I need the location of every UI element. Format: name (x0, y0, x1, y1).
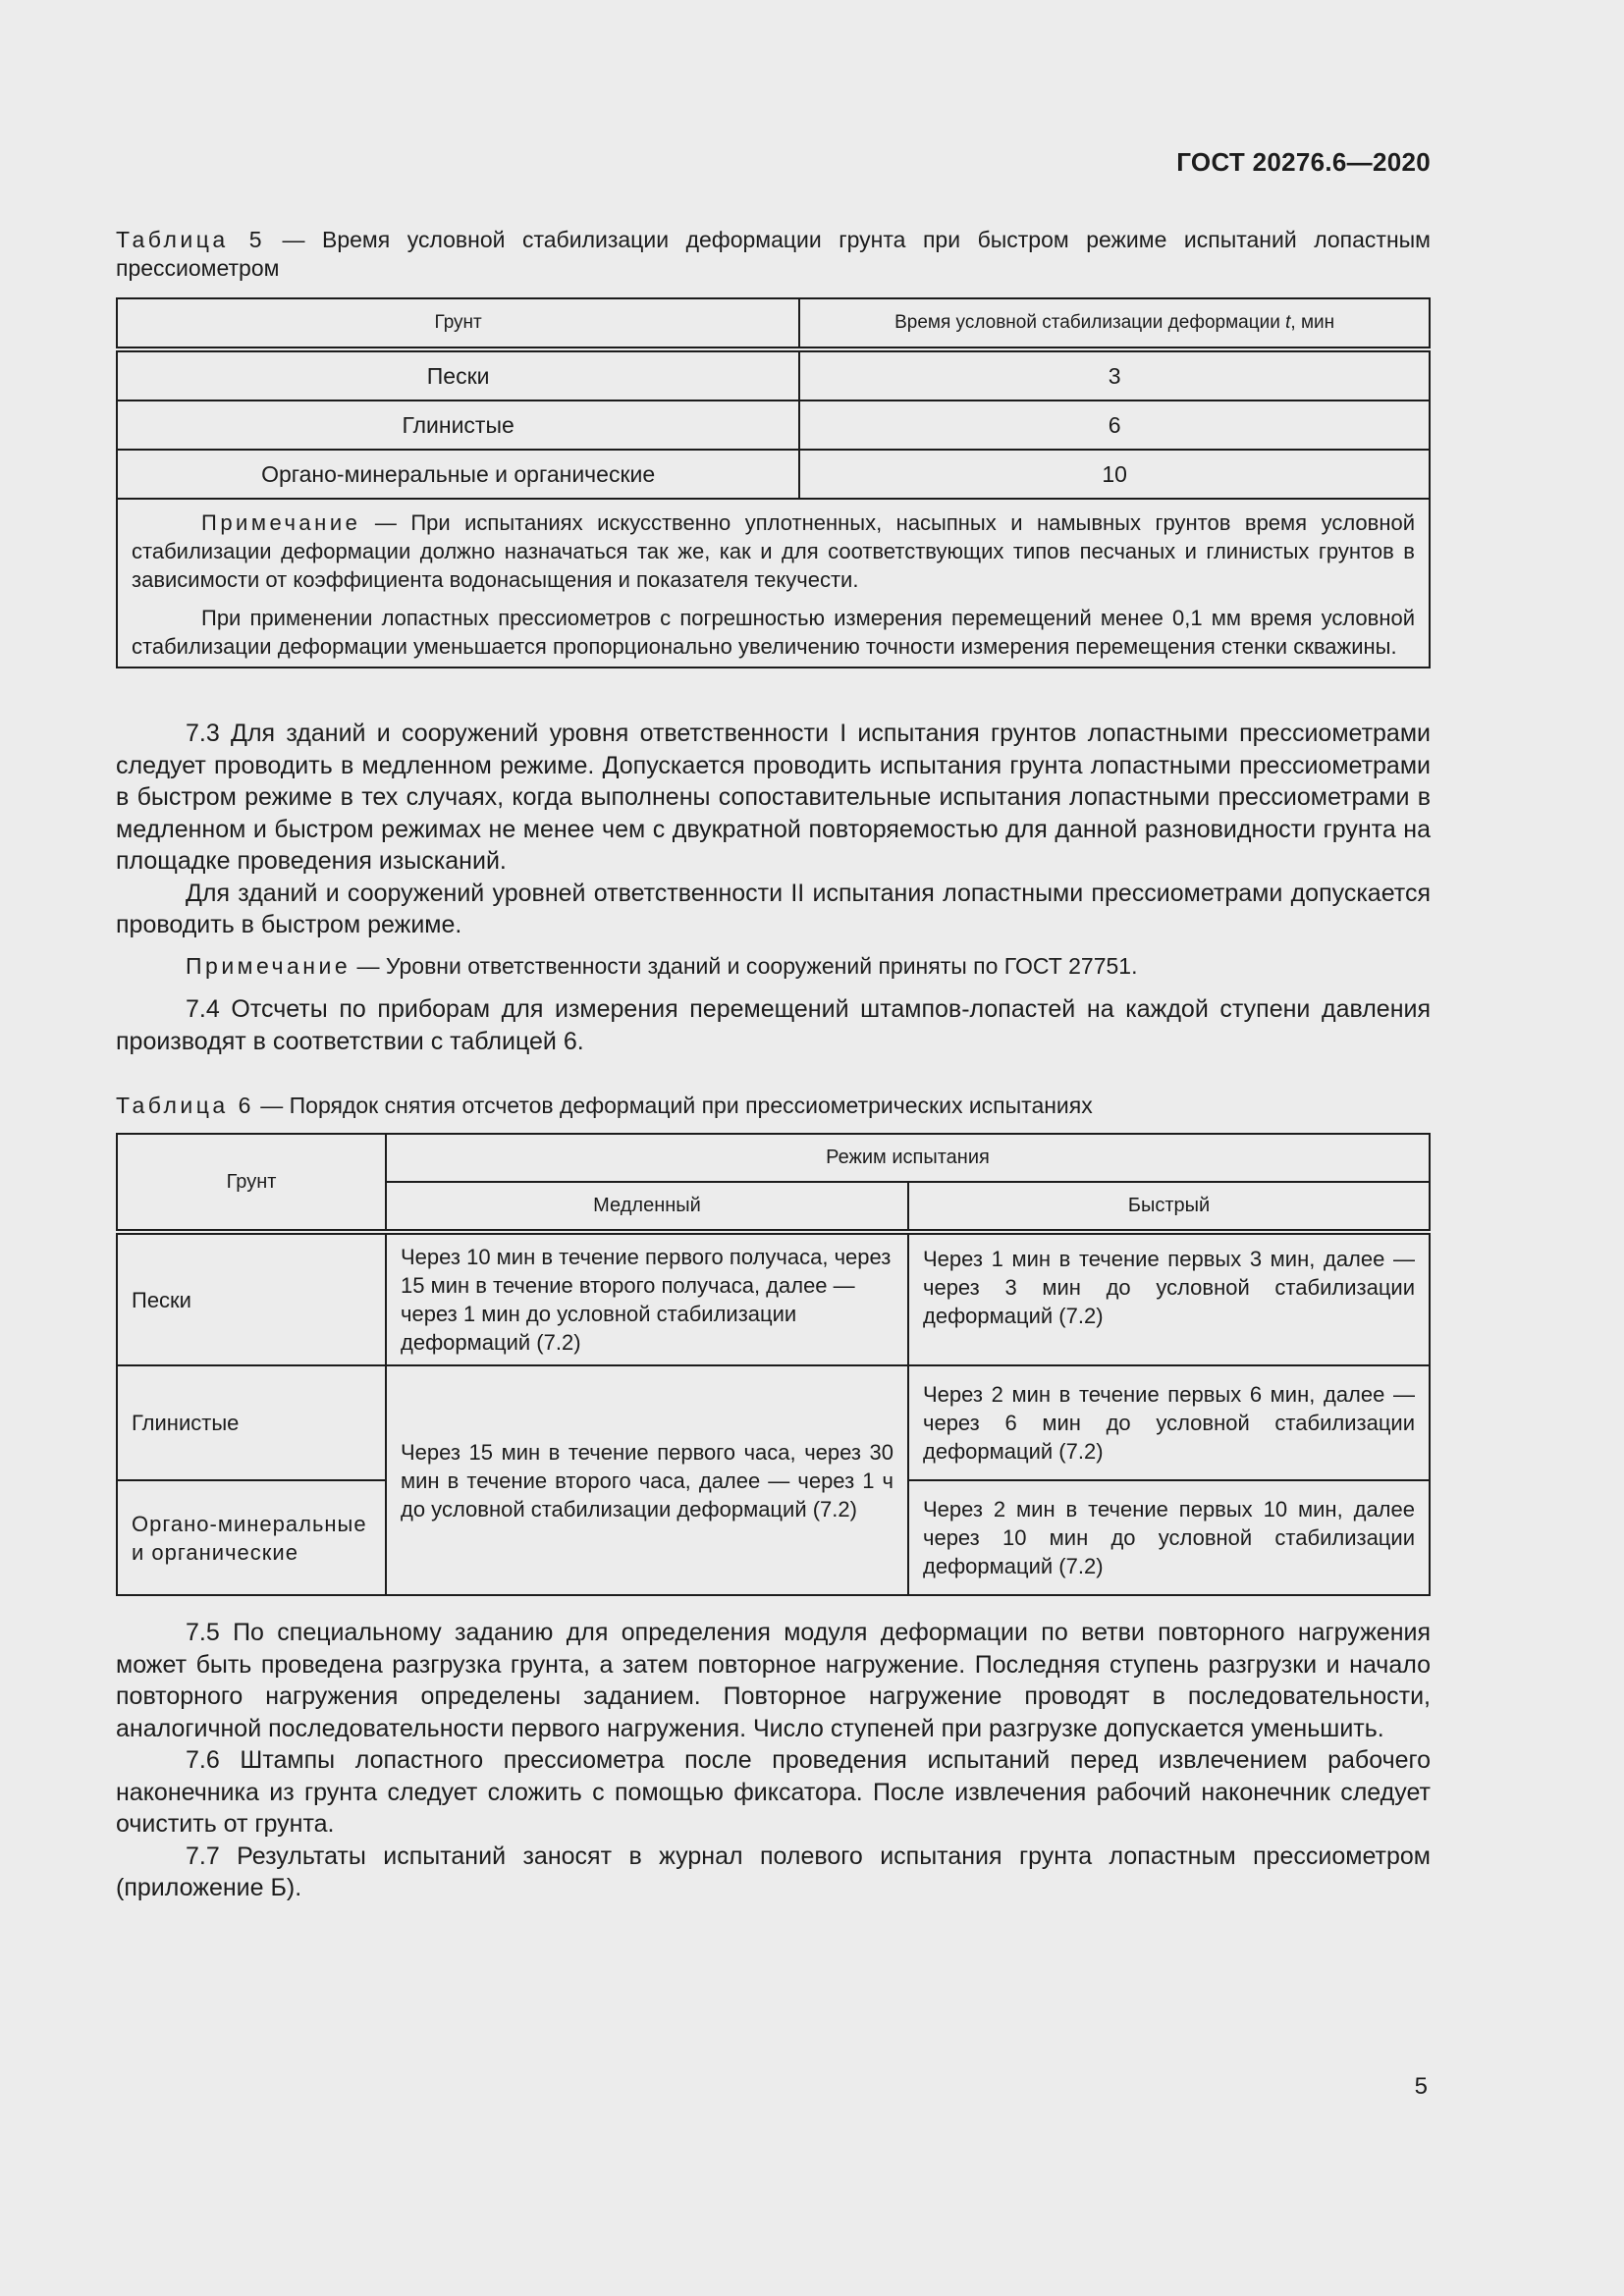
table-row (117, 1232, 1430, 1365)
table-5-header-time-unit: , мин (1290, 312, 1335, 333)
table-5-header-time-text: Время условной стабилизации деформации (894, 312, 1286, 333)
table-row (117, 450, 1430, 499)
table-5-header-time-var: t (1285, 312, 1291, 333)
table-5 (116, 297, 1431, 668)
table-5-cell-time: 10 (799, 450, 1430, 499)
table-6-header-fast: Быстрый (908, 1182, 1430, 1232)
table-6-block (116, 1133, 1431, 1596)
table-5-block (116, 226, 1431, 668)
table-5-cell-grunt: Пески (117, 349, 799, 400)
table-5-caption-label: Таблица 5 (116, 227, 265, 252)
paragraph-7-5: 7.5 По специальному заданию для определения модуля деформации по ветви повторного нагружения может быть проведена разгрузка грунта, а затем повторное нагружение. Последняя ступень разгрузки и начало повторного нагружения определены заданием. Повторное нагружение проводят в последовательности, аналогичной последовательности первого нагружения. Число ступеней при разгрузке допускается уменьшить. (116, 1619, 1431, 1742)
sections-7-5-7-7 (116, 1617, 1431, 1904)
page-number: 5 (1414, 2073, 1428, 2100)
table-6-caption-label: Таблица 6 (116, 1093, 254, 1118)
table-5-cell-grunt: Глинистые (117, 400, 799, 450)
table-6-cell-grunt: Органо-минеральные и органические (117, 1480, 386, 1595)
table-5-cell-time: 6 (799, 400, 1430, 450)
table-6-cell-slow-merged: Через 15 мин в течение первого часа, через 30 мин в течение второго часа, далее — через 1 ч до условной стабилизации деформаций (7.2) (386, 1365, 908, 1595)
table-6-cell-fast: Через 2 мин в течение первых 10 мин, далее через 10 мин до условной стабилизации деформаций (7.2) (908, 1480, 1430, 1595)
table-5-header-time (799, 298, 1430, 349)
table-6-cell-fast: Через 2 мин в течение первых 6 мин, далее — через 6 мин до условной стабилизации деформаций (7.2) (908, 1365, 1430, 1480)
standard-designation: ГОСТ 20276.6—2020 (1176, 147, 1431, 177)
table-row (117, 400, 1430, 450)
table-6 (116, 1133, 1431, 1596)
table-5-header-row (117, 298, 1430, 349)
paragraph-7-3-continued: Для зданий и сооружений уровней ответственности II испытания лопастными прессиометрами допускается проводить в быстром режиме. (116, 879, 1431, 938)
table-6-header-mode: Режим испытания (386, 1134, 1430, 1182)
note-7-3-text: — Уровни ответственности зданий и сооружений приняты по ГОСТ 27751. (351, 952, 1138, 979)
table-5-note-paragraph-1 (132, 508, 1415, 594)
table-6-caption-text: — Порядок снятия отсчетов деформаций при прессиометрических испытаниях (260, 1093, 1093, 1118)
paragraph-7-6: 7.6 Штампы лопастного прессиометра после проведения испытаний перед извлечением рабочего наконечника из грунта следует сложить с помощью фиксатора. После извлечения рабочий наконечник следует очистить от грунта. (116, 1746, 1431, 1838)
note-7-3 (116, 950, 1431, 983)
table-row (117, 1365, 1430, 1480)
table-6-cell-grunt: Пески (117, 1232, 386, 1365)
table-6-header-slow: Медленный (386, 1182, 908, 1232)
note-7-3-label: Примечание (186, 952, 352, 979)
sections-7-3-7-4 (116, 718, 1431, 1057)
table-5-caption-text: — Время условной стабилизации деформации грунта при быстром режиме испытаний лопастным прессиометром (116, 227, 1431, 281)
table-5-note-row (117, 499, 1430, 667)
table-6-header-grunt: Грунт (117, 1134, 386, 1232)
table-5-header-grunt: Грунт (117, 298, 799, 349)
table-6-cell-slow: Через 10 мин в течение первого получаса, через 15 мин в течение второго получаса, далее — через 1 мин до условной стабилизации деформаций (7.2) (386, 1232, 908, 1365)
table-5-note-label: Примечание (201, 510, 361, 535)
table-6-cell-grunt: Глинистые (117, 1365, 386, 1480)
paragraph-7-4: 7.4 Отсчеты по приборам для измерения перемещений штампов-лопастей на каждой ступени давления производят в соответствии с таблицей 6. (116, 995, 1431, 1055)
table-5-note (117, 499, 1430, 667)
paragraph-7-3: 7.3 Для зданий и сооружений уровня ответственности I испытания грунтов лопастными прессиометрами следует проводить в медленном режиме. Допускается проводить испытания грунта лопастными прессиометрами в быстром режиме в тех случаях, когда выполнены сопоставительные испытания лопастными прессиометрами в медленном и быстром режимах не менее чем с двукратной повторяемостью для данной разновидности грунта на площадке проведения изысканий. (116, 720, 1431, 875)
table-5-caption (116, 226, 1431, 283)
table-5-note-text: — При испытаниях искусственно уплотненных, насыпных и намывных грунтов время условной стабилизации деформации должно назначаться так же, как и для соответствующих типов песчаных и глинистых грунтов в зависимости от коэффициента водонасыщения и показателя текучести. (132, 510, 1415, 592)
table-6-cell-fast: Через 1 мин в течение первых 3 мин, далее — через 3 мин до условной стабилизации деформаций (7.2) (908, 1232, 1430, 1365)
table-5-cell-time: 3 (799, 349, 1430, 400)
table-5-note-paragraph-2: При применении лопастных прессиометров с погрешностью измерения перемещений менее 0,1 мм время условной стабилизации деформации уменьшается пропорционально увеличению точности измерения перемещения стенки скважины. (132, 606, 1415, 659)
table-row (117, 349, 1430, 400)
paragraph-7-7: 7.7 Результаты испытаний заносят в журнал полевого испытания грунта лопастным прессиометром (приложение Б). (116, 1842, 1431, 1901)
table-6-caption (116, 1092, 1431, 1120)
table-6-header-row (117, 1134, 1430, 1182)
table-5-cell-grunt: Органо-минеральные и органические (117, 450, 799, 499)
